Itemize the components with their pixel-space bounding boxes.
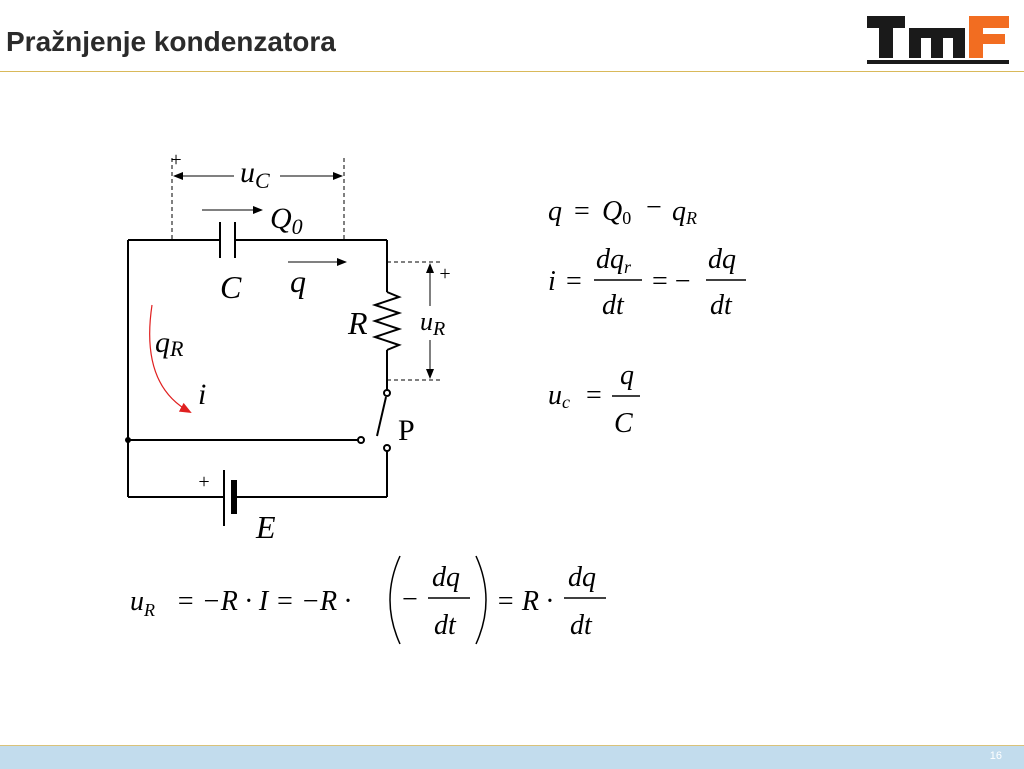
svg-text:dq: dq <box>708 244 736 275</box>
label-P: P <box>398 414 415 447</box>
footer-bar <box>0 745 1024 769</box>
equation-2 <box>548 244 746 321</box>
svg-text:dt: dt <box>602 290 624 321</box>
svg-text:uc: uc <box>548 380 570 412</box>
junction-dot <box>125 437 131 443</box>
svg-text:= −R · I = −R ·: = −R · I = −R · <box>176 586 352 617</box>
svg-text:dt: dt <box>570 610 592 641</box>
circuit-wires <box>128 240 387 497</box>
equation-3 <box>548 360 640 439</box>
svg-text:q: q <box>620 360 634 391</box>
resistor-symbol <box>375 292 399 350</box>
svg-text:dt: dt <box>434 610 456 641</box>
label-C: C <box>220 269 242 305</box>
plus-capacitor: + <box>170 149 182 171</box>
page-number: 16 <box>989 750 1002 762</box>
svg-text:dt: dt <box>710 290 732 321</box>
svg-text:−: − <box>402 584 418 615</box>
label-E: E <box>256 509 276 545</box>
svg-text:= R ·: = R · <box>496 586 553 617</box>
svg-text:Q0: Q0 <box>602 196 632 228</box>
label-i: i <box>198 378 207 411</box>
svg-text:q: q <box>548 196 562 227</box>
svg-text:C: C <box>614 408 633 439</box>
equation-1 <box>548 192 697 228</box>
label-uC: $u_C$ <box>240 156 270 193</box>
plus-battery: + <box>198 471 210 493</box>
plus-resistor: + <box>439 263 451 285</box>
slide-title: Pražnjenje kondenzatora <box>6 26 336 57</box>
svg-text:dqr: dqr <box>596 244 632 277</box>
capacitor-symbol <box>220 222 235 258</box>
label-R: R <box>348 305 368 341</box>
svg-text:=: = <box>574 196 590 227</box>
battery-symbol <box>224 470 234 526</box>
svg-text:dq: dq <box>568 562 596 593</box>
svg-text:−: − <box>646 192 662 223</box>
equation-4 <box>130 556 606 644</box>
label-Q0: $Q_0$ <box>270 202 303 239</box>
label-qR: qR <box>155 326 184 361</box>
label-q: q <box>290 263 306 299</box>
svg-text:dq: dq <box>432 562 460 593</box>
switch-symbol <box>358 390 390 451</box>
svg-text:i: i <box>548 266 556 297</box>
svg-text:=: = <box>586 380 602 411</box>
svg-text:qR: qR <box>672 196 697 228</box>
svg-text:= −: = − <box>652 266 691 297</box>
label-uR: uR <box>420 307 446 340</box>
svg-text:=: = <box>566 266 582 297</box>
svg-text:uR: $u_R$ <box>130 586 155 620</box>
